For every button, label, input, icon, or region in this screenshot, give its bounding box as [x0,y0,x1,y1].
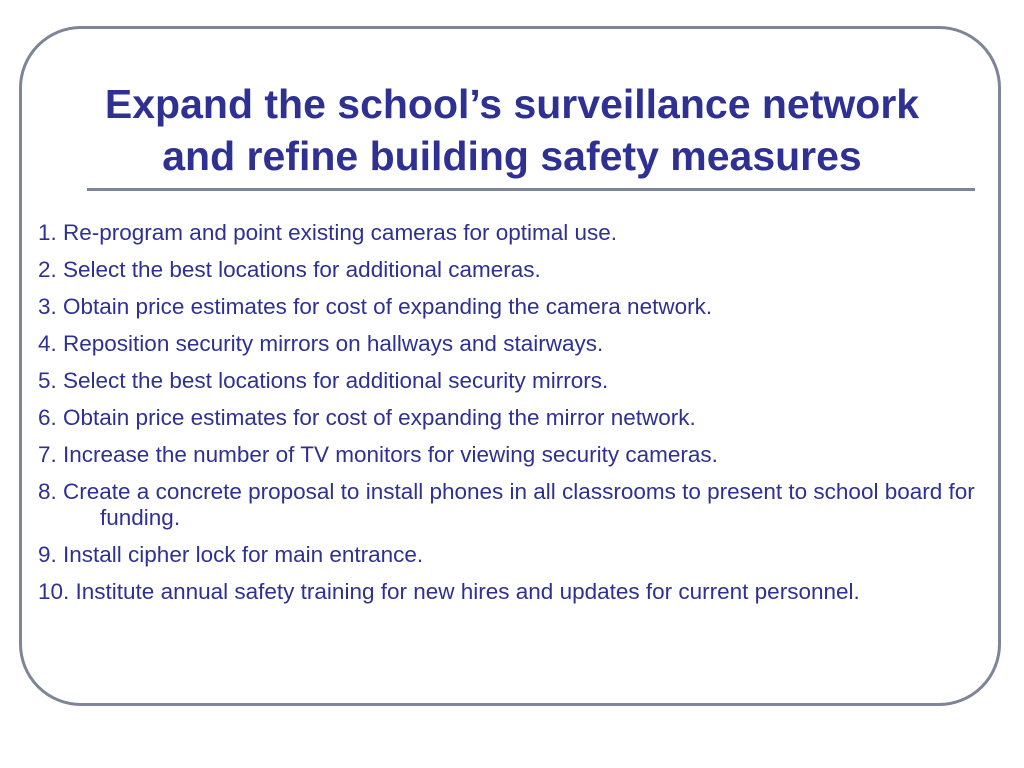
title-divider [87,188,975,191]
slide-title [40,78,984,182]
list-item-10: 10. Institute annual safety training for new hires and updates for current personnel. [38,579,860,604]
list-item-3: 3. Obtain price estimates for cost of expanding the camera network. [38,294,713,319]
list-item-2: 2. Select the best locations for additional cameras. [38,257,541,282]
list-item-7: 7. Increase the number of TV monitors for viewing security cameras. [38,442,718,467]
list-item-6: 6. Obtain price estimates for cost of expanding the mirror network. [38,405,696,430]
list-item-5: 5. Select the best locations for additional security mirrors. [38,368,609,393]
title-line-1: Expand the school’s surveillance network [104,81,920,127]
list-item-1: 1. Re-program and point existing cameras for optimal use. [38,220,618,245]
list-item-8: 8. Create a concrete proposal to install phones in all classrooms to present to school board for funding. [38,479,975,530]
title-line-2: and refine building safety measures [162,133,862,179]
list-item-9: 9. Install cipher lock for main entrance. [38,542,424,567]
action-item-list [38,220,978,616]
list-item-4: 4. Reposition security mirrors on hallways and stairways. [38,331,604,356]
